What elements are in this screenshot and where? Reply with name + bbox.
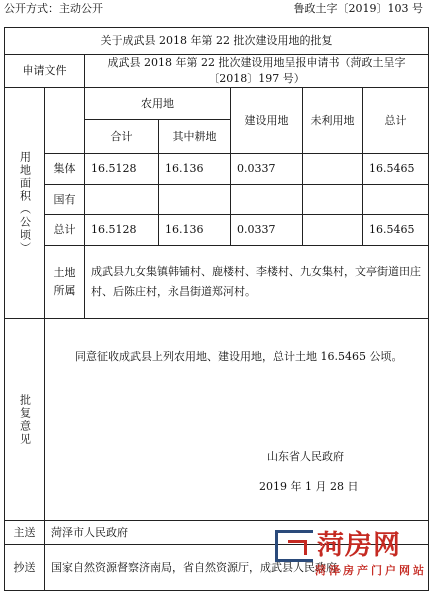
cell-cultivated: 16.136: [159, 154, 231, 185]
cell-construction: [231, 185, 303, 215]
header-blank-cell: [45, 88, 85, 154]
cell-unused: [303, 215, 363, 246]
approval-label: 批复意见: [5, 319, 45, 521]
send-to-text: 菏泽市人民政府: [45, 521, 429, 545]
cc-label: 抄送: [5, 545, 45, 591]
cell-construction: 0.0337: [231, 154, 303, 185]
watermark-logo-icon: [275, 530, 313, 562]
watermark-title: 菏房网: [317, 530, 401, 561]
row-label: 国有: [45, 185, 85, 215]
disclosure-label: 公开方式：主动公开: [4, 2, 103, 15]
cell-total: [363, 185, 429, 215]
cell-construction: 0.0337: [231, 215, 303, 246]
cell-unused: [303, 185, 363, 215]
application-label: 申请文件: [5, 55, 85, 88]
table-row: [5, 185, 429, 215]
cell-unused: [303, 154, 363, 185]
cell-farmland-total: 16.5128: [85, 215, 159, 246]
cell-cultivated: 16.136: [159, 215, 231, 246]
table-row: [5, 154, 429, 185]
document-number: 鲁政土字〔2019〕103 号: [293, 2, 423, 15]
approval-text: 同意征收成武县上列农用地、建设用地，总计土地 16.5465 公顷。: [75, 350, 403, 363]
ownership-text: 成武县九女集镇韩铺村、鹿楼村、李楼村、九女集村，文亭街道田庄村、后陈庄村，永昌街道郑河村。: [85, 246, 429, 319]
website-watermark: [275, 530, 429, 580]
cell-farmland-total: 16.5128: [85, 154, 159, 185]
header-total: 总计: [363, 88, 429, 154]
row-label: 集体: [45, 154, 85, 185]
ownership-label: 土地所属: [45, 246, 85, 319]
header-cultivated: 其中耕地: [159, 120, 231, 154]
approval-form-table: [4, 27, 429, 591]
send-to-label: 主送: [5, 521, 45, 545]
header-construction: 建设用地: [231, 88, 303, 154]
watermark-subtitle: 菏泽房产门户网站: [315, 564, 427, 577]
approval-content: [45, 319, 429, 521]
land-area-side-label: 用地面积（公顷）: [5, 88, 45, 319]
row-label: 总计: [45, 215, 85, 246]
cc-text: 国家自然资源督察济南局，省自然资源厅，成武县人民政府。: [45, 545, 429, 591]
table-row: [5, 215, 429, 246]
header-unused: 未利用地: [303, 88, 363, 154]
document-title: 关于成武县 2018 年第 22 批次建设用地的批复: [5, 28, 429, 55]
application-text: 成武县 2018 年第 22 批次建设用地呈报申请书（菏政土呈字〔2018〕197 号）: [85, 55, 429, 88]
cell-total: 16.5465: [363, 154, 429, 185]
cell-cultivated: [159, 185, 231, 215]
approval-date: 2019 年 1 月 28 日: [259, 480, 359, 493]
header-farmland: 农用地: [85, 88, 231, 120]
cell-farmland-total: [85, 185, 159, 215]
approval-signature: 山东省人民政府: [267, 450, 344, 463]
cell-total: 16.5465: [363, 215, 429, 246]
header-farmland-total: 合计: [85, 120, 159, 154]
